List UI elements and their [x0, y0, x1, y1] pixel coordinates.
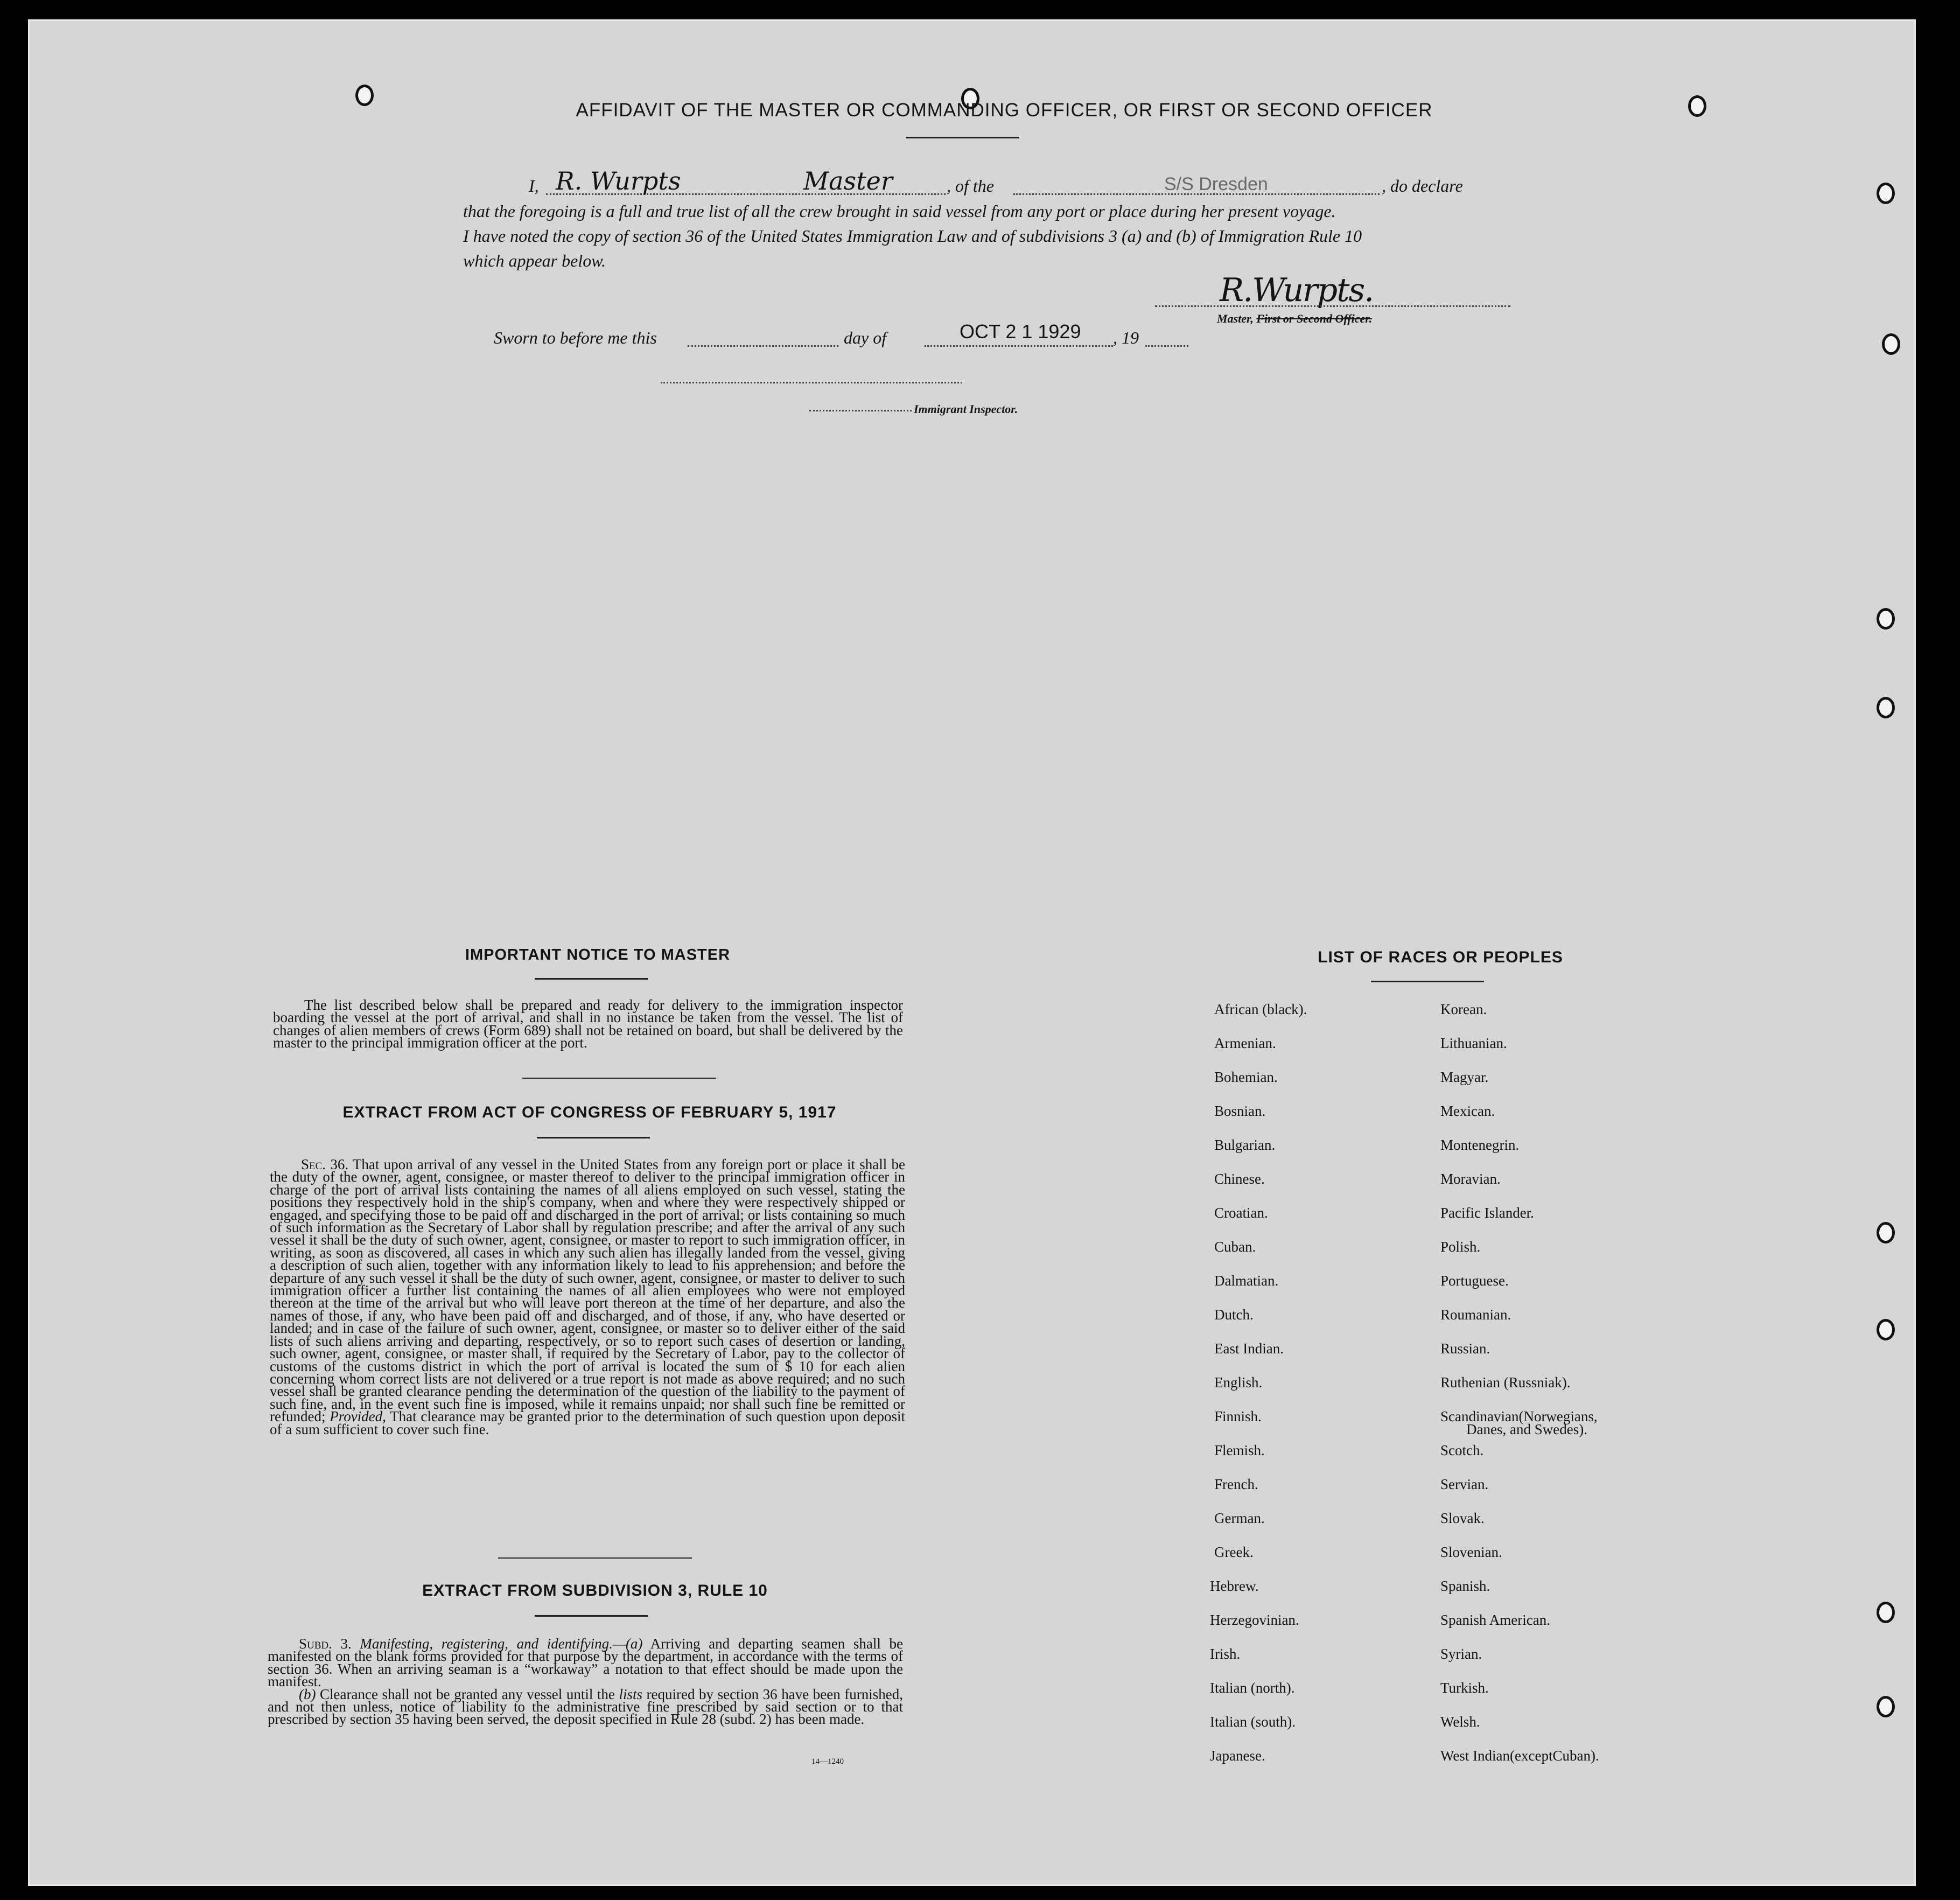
race-item: Spanish.	[1440, 1578, 1490, 1594]
race-item: Scandinavian(Norwegians,	[1440, 1408, 1598, 1424]
rule-para-a	[268, 1638, 903, 1688]
race-item: English.	[1214, 1374, 1263, 1391]
inspector-caption-line	[809, 410, 912, 411]
race-item: Bulgarian.	[1214, 1137, 1276, 1153]
race-item: Bosnian.	[1214, 1103, 1266, 1119]
race-item: Mexican.	[1440, 1103, 1495, 1119]
statement-line: I have noted the copy of section 36 of the United States Immigration Law and of subdivisions 3 (a) and (b) of Immigration Rule 10	[463, 226, 1362, 246]
rule-subd-heading: Manifesting, registering, and identifying.—(a)	[360, 1636, 643, 1652]
statement-line: which appear below.	[463, 251, 606, 270]
race-item: Hebrew.	[1210, 1578, 1259, 1594]
race-item: Herzegovinian.	[1210, 1612, 1299, 1628]
race-item: Russian.	[1440, 1340, 1490, 1357]
race-item: Italian (north).	[1210, 1680, 1295, 1696]
race-item: West Indian(exceptCuban).	[1440, 1748, 1599, 1764]
rule-body	[268, 1638, 903, 1726]
binder-hole	[1688, 95, 1706, 117]
declaration-line	[529, 166, 1525, 202]
race-item: Dalmatian.	[1214, 1273, 1279, 1289]
act-body	[270, 1158, 905, 1436]
rule-subd-label: Subd. 3.	[299, 1636, 352, 1652]
race-item: Lithuanian.	[1440, 1035, 1507, 1051]
binder-hole	[1877, 1319, 1895, 1340]
race-item: Montenegrin.	[1440, 1137, 1520, 1153]
signature-line	[1155, 305, 1510, 307]
affidavit-title: AFFIDAVIT OF THE MASTER OR COMMANDING OFFICER, OR FIRST OR SECOND OFFICER	[576, 100, 1433, 121]
act-section-label: Sec. 36.	[301, 1156, 349, 1172]
race-item: East Indian.	[1214, 1340, 1284, 1357]
race-item: Greek.	[1214, 1544, 1254, 1560]
sworn-text: Sworn to before me this	[494, 328, 657, 347]
month-field-line	[925, 345, 1113, 347]
declaration-statement	[463, 199, 1518, 273]
race-item: Scotch.	[1440, 1442, 1484, 1458]
day-field-line	[688, 345, 838, 347]
race-item: Slovenian.	[1440, 1544, 1502, 1560]
of-the-text: , of the	[947, 176, 994, 195]
race-item: Turkish.	[1440, 1680, 1489, 1696]
rule-para-b-lists: lists	[619, 1686, 642, 1702]
day-of-text: day of	[844, 328, 887, 347]
races-title: LIST OF RACES OR PEOPLES	[1318, 948, 1563, 966]
manifest-page	[28, 19, 1916, 1886]
binder-hole	[1877, 1602, 1895, 1623]
races-title-rule	[1371, 981, 1484, 982]
race-item: Pacific Islander.	[1440, 1205, 1534, 1221]
rule-para-b-label: (b)	[299, 1686, 316, 1702]
caption-master: Master,	[1217, 312, 1254, 325]
race-item: Dutch.	[1214, 1307, 1254, 1323]
rule-para-b-post: required by section 36 have been furnished, and not then unless, notice of liability to the administrative fine prescribed by said section or to that prescribed by section 35 having been served, the deposit specified in Rule 28 (subd. 2) has been made.	[268, 1686, 903, 1728]
statement-line: that the foregoing is a full and true list of all the crew brought in said vessel from any port or place during her present voyage.	[463, 201, 1336, 221]
signature-caption	[1217, 312, 1372, 326]
year-field-line	[1145, 345, 1188, 347]
race-item: Danes, and Swedes).	[1466, 1421, 1587, 1437]
race-item: Chinese.	[1214, 1171, 1265, 1187]
rule-para-b-pre: Clearance shall not be granted any vessel until the	[320, 1686, 615, 1702]
race-item: Roumanian.	[1440, 1307, 1511, 1323]
act-proviso-text: That clearance may be granted prior to the determination of such question upon deposit of a sum sufficient to cover such fine.	[270, 1408, 906, 1437]
race-item: Spanish American.	[1440, 1612, 1550, 1628]
binder-hole	[1877, 1222, 1895, 1244]
binder-hole	[1877, 1696, 1895, 1717]
date-stamp: OCT 2 1 1929	[960, 320, 1081, 343]
rule-para-b	[268, 1688, 903, 1726]
notice-title-rule	[535, 978, 648, 980]
race-item: Korean.	[1440, 1001, 1487, 1017]
race-item: Bohemian.	[1214, 1069, 1278, 1085]
rule-title-rule	[535, 1615, 648, 1617]
race-item: German.	[1214, 1510, 1265, 1526]
race-item: Cuban.	[1214, 1239, 1256, 1255]
race-item: Moravian.	[1440, 1171, 1501, 1187]
act-section-text: That upon arrival of any vessel in the United States from any foreign port or place it shall be the duty of the owner, agent, consignee, or master thereof to deliver to the principal immigration officer in charge of the port of arrival lists containing the names of all aliens employed on such vessel, stating the positions they respectively hold in the ship's company, when and where they were respectively shipped or engaged, and specifying those to be paid off and discharged in the port of arrival; or lists containing so much of such information as the Secretary of Labor shall by regulation prescribe; and after the arrival of any such vessel it shall be the duty of such owner, agent, consignee, or master to report to such immigration officer, in writing, as soon as discovered, all cases in which any such alien has illegally landed from the vessel, giving a description of such alien, together with any information likely to lead to his apprehension; and before the departure of any such vessel it shall be the duty of such owner, agent, consignee, or master to deliver to such immigration officer a further list containing the names of all alien employees who were not employed thereon at the time of the arrival but who will leave port thereon at the time of her departure, and also the names of those, if any, who have been paid off and discharged, and of those, if any, who have deserted or landed; and in case of the failure of such owner, agent, consignee, or master so to deliver either of the said lists of such aliens arriving and departing, respectively, or so to report such cases of desertion or landing, such owner, agent, consignee, or master shall, if required by the Secretary of Labor, pay to the collector of customs of the customs district in which the port of arrival is located the sum of $ 10 for each alien concerning whom correct lists are not delivered or a true report is not made as above required; and no such vessel shall be granted clearance pending the determination of the question of the liability to the payment of such fine, and, in the event such fine is imposed, while it remains unpaid; nor shall such fine be remitted or refunded;	[270, 1156, 906, 1425]
race-item: Armenian.	[1214, 1035, 1276, 1051]
sworn-line	[494, 320, 1194, 355]
race-item: Croatian.	[1214, 1205, 1268, 1221]
race-item: Servian.	[1440, 1476, 1489, 1492]
master-signature: R.Wurpts.	[1220, 271, 1374, 309]
vessel-name: S/S Dresden	[1164, 174, 1268, 194]
signer-name: R. Wurpts	[556, 166, 681, 195]
notice-body: The list described below shall be prepared and ready for delivery to the immigration inspector boarding the vessel at the port of arrival, and shall in no instance be taken from the vessel. The list of changes of alien members of crews (Form 689) shall not be retained on board, but shall be delivered by the master to the principal immigration officer at the port.	[273, 997, 903, 1051]
binder-hole	[1877, 608, 1895, 630]
race-item: Finnish.	[1214, 1408, 1262, 1424]
inspector-signature-line	[661, 382, 962, 383]
act-separator	[498, 1557, 692, 1559]
caption-struck: First or Second Officer.	[1256, 312, 1373, 325]
race-item: Flemish.	[1214, 1442, 1265, 1458]
race-item: Japanese.	[1210, 1748, 1265, 1764]
race-item: African (black).	[1214, 1001, 1307, 1017]
inspector-caption: Immigrant Inspector.	[914, 402, 1018, 416]
race-item: Irish.	[1210, 1646, 1241, 1662]
act-title-rule	[537, 1137, 650, 1138]
race-item: Syrian.	[1440, 1646, 1482, 1662]
race-item: Italian (south).	[1210, 1714, 1296, 1730]
notice-title: IMPORTANT NOTICE TO MASTER	[465, 946, 731, 963]
race-item: Slovak.	[1440, 1510, 1485, 1526]
act-proviso-label: Provided,	[330, 1408, 386, 1425]
signer-title: Master	[803, 166, 893, 195]
binder-hole	[1882, 333, 1900, 355]
act-title: EXTRACT FROM ACT OF CONGRESS OF FEBRUARY 5, 1917	[342, 1103, 837, 1121]
pronoun-text: I,	[529, 176, 539, 195]
rule-para-a-text: Arriving and departing seamen shall be manifested on the blank forms provided for that purpose by the department, in accordance with the terms of section 36. When an arriving seaman is a “workaway” a notation to that effect should be made upon the manifest.	[268, 1636, 904, 1690]
year-prefix: , 19	[1113, 328, 1139, 347]
race-item: Welsh.	[1440, 1714, 1480, 1730]
binder-hole	[355, 85, 374, 106]
notice-separator	[522, 1078, 716, 1079]
form-number: 14—1240	[811, 1757, 844, 1766]
title-rule	[906, 137, 1019, 138]
race-item: Magyar.	[1440, 1069, 1489, 1085]
race-item: Polish.	[1440, 1239, 1481, 1255]
race-item: Portuguese.	[1440, 1273, 1509, 1289]
race-item: French.	[1214, 1476, 1258, 1492]
binder-hole	[1877, 697, 1895, 718]
do-declare-text: , do declare	[1382, 176, 1463, 195]
rule-title: EXTRACT FROM SUBDIVISION 3, RULE 10	[422, 1582, 768, 1599]
race-item: Ruthenian (Russniak).	[1440, 1374, 1571, 1391]
binder-hole	[1877, 183, 1895, 204]
